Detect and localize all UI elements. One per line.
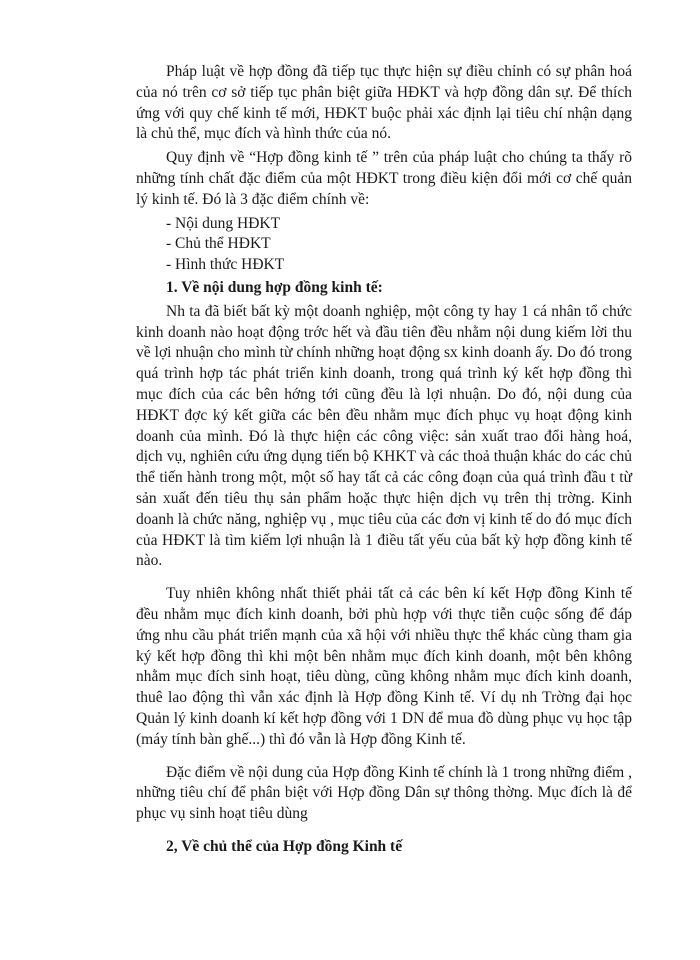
paragraph-intro: Pháp luật về hợp đồng đã tiếp tục thực hiện sự điều chỉnh có sự phân hoá của nó trên cơ sở tiếp tục phân biệt giữa HĐKT và hợp đồng dân sự. Để thích ứng với quy chế kinh tế mới, HĐKT buộc phải xác định lại tiêu chí nhận dạng là chủ thể, mục đích và hình thức của nó. bbox=[136, 63, 632, 143]
paragraph-exception: Tuy nhiên không nhất thiết phải tất cả các bên kí kết Hợp đồng Kinh tế đều nhằm mục đích kinh doanh, bởi phù hợp với thực tiễn cuộc sống để đáp ứng nhu cầu phát triển mạnh của xã hội với nhiều thực thể khác cùng tham gia ký kết hợp đồng thì khi một bên nhằm mục đích kinh doanh, một bên không nhằm mục đích sinh hoạt, tiêu dùng, cũng không nhằm mục đích kinh doanh, thuê lao động thì vẫn xác định là Hợp đồng Kinh tế. Ví dụ nh Trờng đại học Quản lý kinh doanh kí kết hợp đồng với 1 DN để mua đồ dùng phục vụ học tập (máy tính bàn ghế...) thì đó vẫn là Hợp đồng Kinh tế. bbox=[136, 585, 632, 748]
section-heading-content: 1. Về nội dung hợp đồng kinh tế: bbox=[166, 278, 383, 296]
paragraph-definition: Quy định về “Hợp đồng kinh tế ” trên của pháp luật cho chúng ta thấy rõ những tính chất đặc điểm của một HĐKT trong điều kiện đổi mới cơ chế quản lý kinh tế. Đó là 3 đặc điểm chính về: bbox=[136, 149, 632, 208]
bullet-item-form: - Hình thức HĐKT bbox=[166, 256, 285, 274]
paragraph-content-purpose: Nh ta đã biết bất kỳ một doanh nghiệp, một công ty hay 1 cá nhân tổ chức kinh doanh nào hoạt động trớc hết và đầu tiên đều nhằm nội dung kiếm lời thu về lợi nhuận cho mình từ chính những hoạt động sx kinh doanh ấy. Do đó trong quá trình hợp tác phát triển kinh doanh, trong quá trình ký kết hợp đồng thì mục đích của các bên hớng tới cũng đều là lợi nhuận. Do đó, nội dung của HĐKT đợc ký kết giữa các bên đều nhằm mục đích phục vụ hoạt động kinh doanh của mình. Đó là thực hiện các công việc: sản xuất trao đổi hàng hoá, dịch vụ, nghiên cứu ứng dụng tiến bộ KHKT và các thoả thuận khác do các chủ thể tiến hành trong một, một số hay tất cả các công đoạn của quá trình đầu t từ sản xuất đến tiêu thụ sản phẩm hoặc thực hiện dịch vụ trên thị trờng. Kinh doanh là chức năng, nghiệp vụ , mục tiêu của các đơn vị kinh tế do đó mục đích của HĐKT là tìm kiếm lợi nhuận là 1 điều tất yếu của bất kỳ hợp đồng kinh tế nào. bbox=[136, 302, 632, 570]
section-heading-subject: 2, Về chủ thể của Hợp đồng Kinh tế bbox=[166, 837, 403, 855]
document-page bbox=[136, 62, 632, 858]
paragraph-distinction: Đặc điểm về nội dung của Hợp đồng Kinh tế chính là 1 trong những điểm , những tiêu chí để phân biệt với Hợp đồng Dân sự thông thờng. Mục đích là để phục vụ sinh hoạt tiêu dùng bbox=[136, 763, 632, 823]
bullet-item-content: - Nội dung HĐKT bbox=[166, 214, 281, 232]
bullet-item-subject: - Chủ thể HĐKT bbox=[166, 235, 271, 253]
